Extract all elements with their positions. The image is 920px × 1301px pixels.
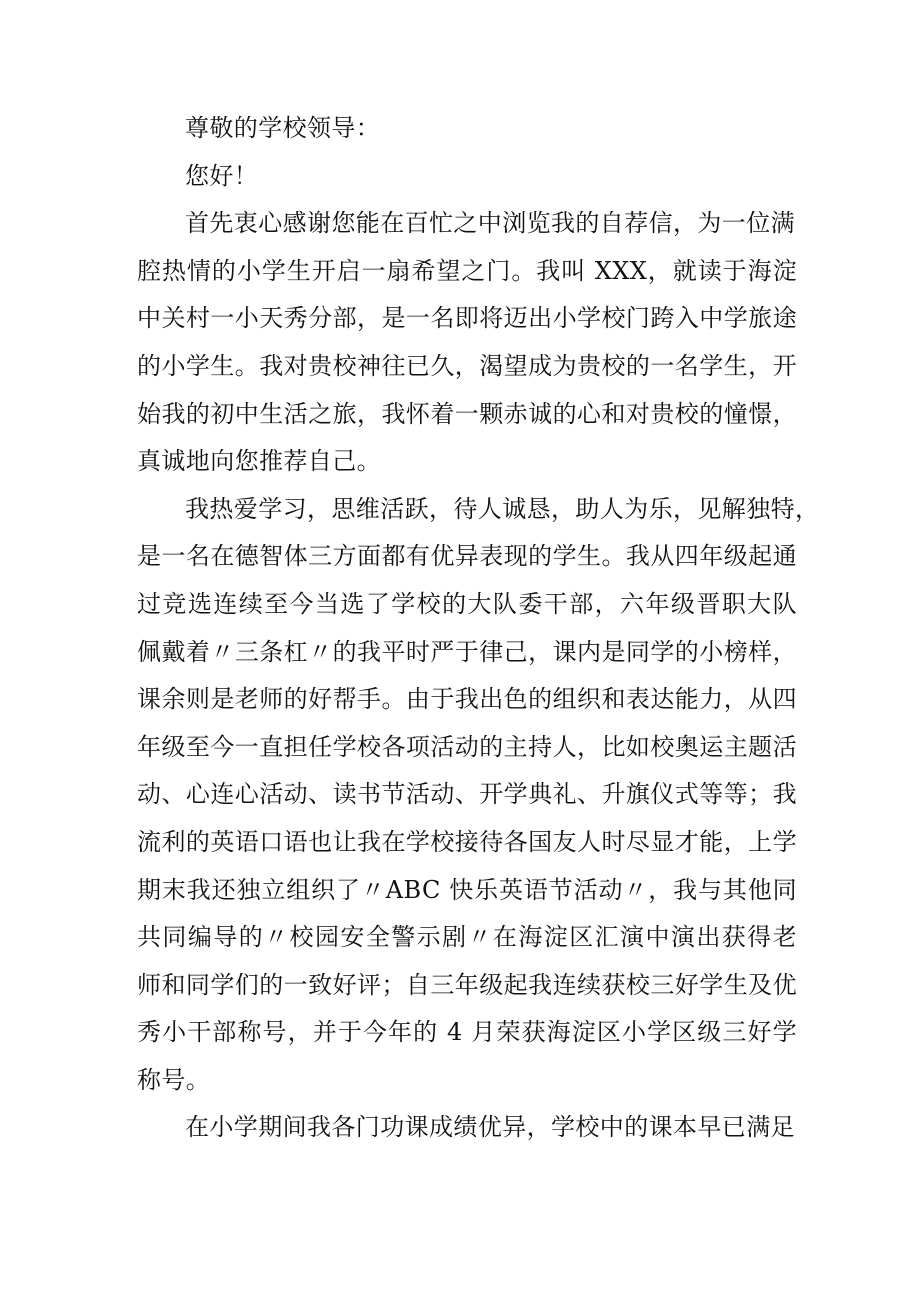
paragraph-2-line-10: 共同编导的〃校园安全警示剧〃在海淀区汇演中演出获得老 (137, 923, 797, 952)
paragraph-1-line-5: 始我的初中生活之旅，我怀着一颗赤诚的心和对贵校的憧憬， (137, 399, 797, 428)
paragraph-2-line-1: 我热爱学习，思维活跃，待人诚恳，助人为乐，见解独特， (185, 494, 820, 523)
paragraph-3-line-1: 在小学期间我各门功课成绩优异，学校中的课本早已满足 (185, 1113, 795, 1142)
paragraph-1-line-3: 中关村一小天秀分部，是一名即将迈出小学校门跨入中学旅途 (137, 304, 797, 333)
salutation: 尊敬的学校领导： (185, 114, 381, 142)
greeting: 您好！ (185, 161, 259, 190)
paragraph-2-line-13: 称号。 (137, 1065, 211, 1094)
paragraph-2-line-7: 动、心连心活动、读书节活动、开学典礼、升旗仪式等等；我 (137, 780, 797, 809)
letter-body (137, 105, 820, 1152)
paragraph-1-line-1: 首先衷心感谢您能在百忙之中浏览我的自荐信，为一位满 (185, 209, 795, 238)
paragraph-2-line-12: 秀小干部称号，并于今年的 4 月荣获海淀区小学区级三好学 (137, 1018, 797, 1047)
paragraph-2-line-4: 佩戴着〃三条杠〃的我平时严于律己，课内是同学的小榜样， (137, 637, 797, 666)
paragraph-2-line-6: 年级至今一直担任学校各项活动的主持人，比如校奥运主题活 (137, 732, 797, 761)
paragraph-2-line-11: 师和同学们的一致好评；自三年级起我连续获校三好学生及优 (137, 970, 797, 999)
paragraph-1-line-4: 的小学生。我对贵校神往已久，渴望成为贵校的一名学生，开 (137, 351, 797, 380)
paragraph-1-line-2: 腔热情的小学生开启一扇希望之门。我叫 XXX，就读于海淀 (137, 256, 797, 285)
paragraph-2-line-3: 过竞选连续至今当选了学校的大队委干部，六年级晋职大队 (137, 589, 797, 618)
paragraph-1-line-6: 真诚地向您推荐自己。 (137, 447, 381, 476)
paragraph-2-line-2: 是一名在德智体三方面都有优异表现的学生。我从四年级起通 (137, 542, 797, 571)
paragraph-2-line-8: 流利的英语口语也让我在学校接待各国友人时尽显才能，上学 (137, 827, 797, 856)
paragraph-2-line-5: 课余则是老师的好帮手。由于我出色的组织和表达能力，从四 (137, 685, 797, 714)
paragraph-2-line-9: 期末我还独立组织了〃ABC 快乐英语节活动〃，我与其他同 (137, 875, 797, 904)
